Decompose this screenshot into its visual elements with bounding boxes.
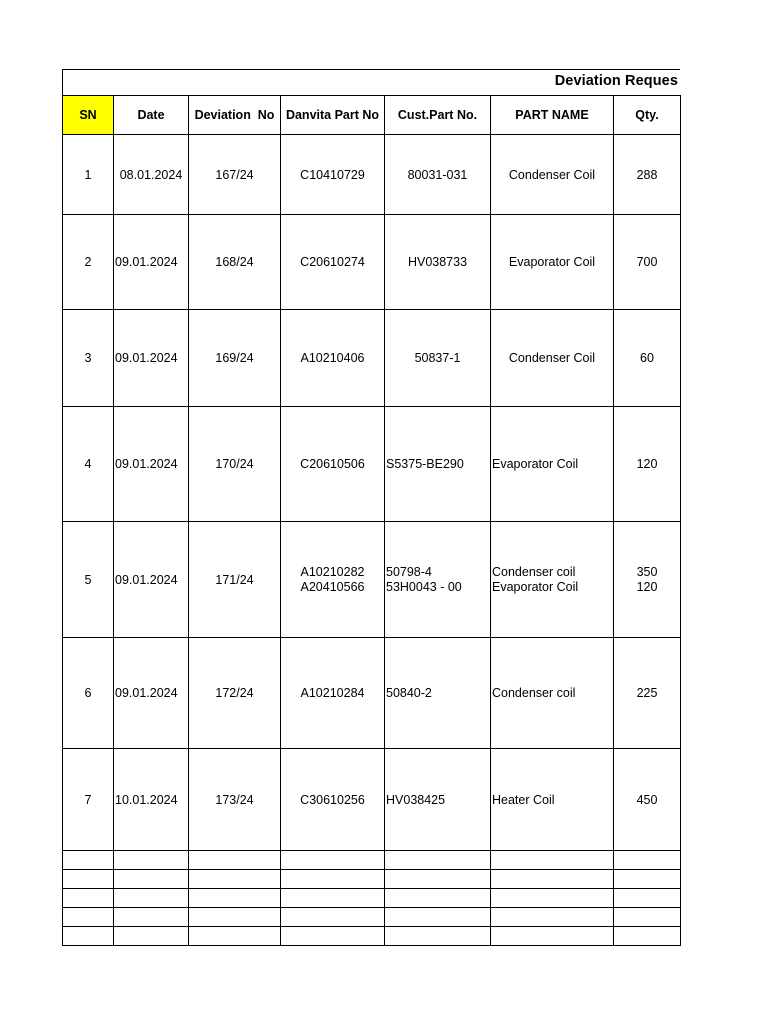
- cell-sn: 5: [63, 522, 114, 638]
- cell-date: 10.01.2024: [114, 749, 189, 851]
- cell-cust-part-no: HV038733: [385, 215, 491, 310]
- header-row: [63, 96, 681, 135]
- blank-cell: [385, 927, 491, 946]
- cell-date: 09.01.2024: [114, 522, 189, 638]
- blank-cell: [491, 908, 614, 927]
- blank-row: [63, 889, 681, 908]
- blank-cell: [63, 851, 114, 870]
- blank-cell: [385, 851, 491, 870]
- cell-line: 50798-4: [386, 564, 432, 579]
- blank-cell: [281, 851, 385, 870]
- blank-cell: [189, 927, 281, 946]
- blank-cell: [281, 870, 385, 889]
- cell-danvita-part-no: C10410729: [281, 135, 385, 215]
- cell-line: Evaporator Coil: [492, 579, 579, 594]
- cell-qty: [614, 522, 681, 638]
- cell-danvita-part-no: A10210406: [281, 310, 385, 407]
- blank-cell: [189, 889, 281, 908]
- cell-line: A10210282: [300, 564, 365, 579]
- cell-danvita-part-no: C30610256: [281, 749, 385, 851]
- blank-cell: [491, 870, 614, 889]
- blank-cell: [614, 908, 681, 927]
- blank-cell: [614, 927, 681, 946]
- cell-qty: 60: [614, 310, 681, 407]
- cell-part-name: Heater Coil: [491, 749, 614, 851]
- blank-cell: [63, 908, 114, 927]
- cell-part-name: Evaporator Coil: [491, 407, 614, 522]
- cell-line: Condenser coil: [492, 564, 576, 579]
- cell-deviation-no: 169/24: [189, 310, 281, 407]
- table-row: [63, 215, 681, 310]
- header-deviation-no: Deviation No: [189, 96, 281, 135]
- cell-sn: 7: [63, 749, 114, 851]
- cell-sn: 4: [63, 407, 114, 522]
- table-row: [63, 135, 681, 215]
- header-qty: Qty.: [614, 96, 681, 135]
- cell-part-name: [491, 522, 614, 638]
- cell-sn: 3: [63, 310, 114, 407]
- blank-cell: [114, 908, 189, 927]
- cell-cust-part-no: 50837-1: [385, 310, 491, 407]
- blank-cell: [63, 927, 114, 946]
- cell-danvita-part-no: [281, 522, 385, 638]
- table-row: [63, 310, 681, 407]
- blank-cell: [114, 889, 189, 908]
- blank-cell: [491, 851, 614, 870]
- title-row: [62, 69, 680, 95]
- blank-row: [63, 870, 681, 889]
- cell-sn: 6: [63, 638, 114, 749]
- blank-cell: [281, 927, 385, 946]
- deviation-table: [62, 95, 681, 946]
- cell-deviation-no: 170/24: [189, 407, 281, 522]
- cell-date: 09.01.2024: [114, 407, 189, 522]
- blank-row: [63, 927, 681, 946]
- blank-cell: [614, 870, 681, 889]
- blank-cell: [614, 851, 681, 870]
- blank-cell: [491, 889, 614, 908]
- spreadsheet: [62, 69, 680, 946]
- blank-cell: [63, 870, 114, 889]
- cell-part-name: Condenser coil: [491, 638, 614, 749]
- cell-date: 09.01.2024: [114, 310, 189, 407]
- header-cust-part-no: Cust.Part No.: [385, 96, 491, 135]
- blank-cell: [385, 870, 491, 889]
- cell-cust-part-no: 80031-031: [385, 135, 491, 215]
- table-row: [63, 407, 681, 522]
- blank-cell: [281, 889, 385, 908]
- cell-part-name: Condenser Coil: [491, 135, 614, 215]
- blank-cell: [63, 889, 114, 908]
- cell-line: 120: [636, 579, 658, 594]
- blank-cell: [189, 908, 281, 927]
- cell-sn: 1: [63, 135, 114, 215]
- cell-deviation-no: 167/24: [189, 135, 281, 215]
- cell-part-name: Evaporator Coil: [491, 215, 614, 310]
- cell-danvita-part-no: C20610274: [281, 215, 385, 310]
- table-row: [63, 638, 681, 749]
- header-sn: SN: [63, 96, 114, 135]
- header-part-name: PART NAME: [491, 96, 614, 135]
- cell-deviation-no: 173/24: [189, 749, 281, 851]
- header-date: Date: [114, 96, 189, 135]
- table-row: [63, 522, 681, 638]
- cell-date: 09.01.2024: [114, 215, 189, 310]
- blank-cell: [491, 927, 614, 946]
- blank-cell: [189, 870, 281, 889]
- header-danvita-part-no: Danvita Part No: [281, 96, 385, 135]
- cell-qty: 225: [614, 638, 681, 749]
- cell-qty: 120: [614, 407, 681, 522]
- cell-danvita-part-no: C20610506: [281, 407, 385, 522]
- cell-date: 09.01.2024: [114, 638, 189, 749]
- blank-cell: [614, 889, 681, 908]
- cell-qty: 700: [614, 215, 681, 310]
- cell-qty: 288: [614, 135, 681, 215]
- cell-cust-part-no: 50840-2: [385, 638, 491, 749]
- blank-cell: [114, 870, 189, 889]
- blank-cell: [281, 908, 385, 927]
- blank-row: [63, 851, 681, 870]
- cell-deviation-no: 168/24: [189, 215, 281, 310]
- blank-cell: [189, 851, 281, 870]
- cell-line: 350: [636, 564, 658, 579]
- cell-danvita-part-no: A10210284: [281, 638, 385, 749]
- blank-cell: [114, 851, 189, 870]
- blank-cell: [385, 908, 491, 927]
- cell-date: 08.01.2024: [114, 135, 189, 215]
- cell-qty: 450: [614, 749, 681, 851]
- cell-part-name: Condenser Coil: [491, 310, 614, 407]
- cell-cust-part-no: HV038425: [385, 749, 491, 851]
- cell-cust-part-no: S5375-BE290: [385, 407, 491, 522]
- cell-sn: 2: [63, 215, 114, 310]
- blank-cell: [114, 927, 189, 946]
- table-row: [63, 749, 681, 851]
- cell-deviation-no: 171/24: [189, 522, 281, 638]
- blank-row: [63, 908, 681, 927]
- cell-line: A20410566: [300, 579, 365, 594]
- cell-line: 53H0043 - 00: [386, 579, 462, 594]
- blank-cell: [385, 889, 491, 908]
- cell-deviation-no: 172/24: [189, 638, 281, 749]
- cell-cust-part-no: [385, 522, 491, 638]
- document-title: Deviation Reques: [554, 73, 678, 89]
